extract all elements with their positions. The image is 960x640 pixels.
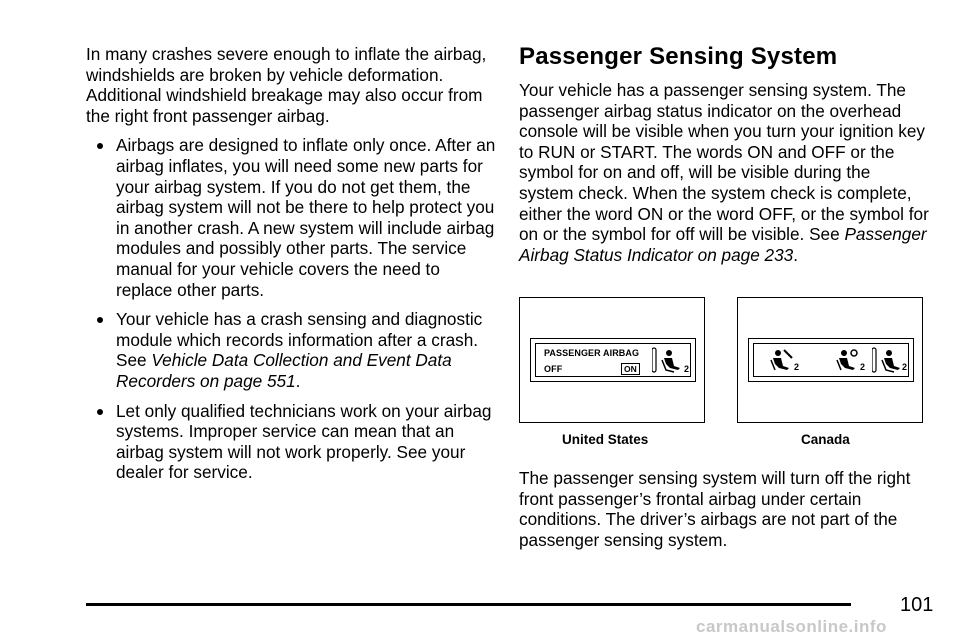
bullet-text: Airbags are designed to inflate only once. After an airbag inflates, you will need some new parts for your airbag system. If you do not get them, the airbag system will not be there to help protect you in another crash. A new system will include airbag modules and possibly other parts. The service manual for your vehicle covers the need to replace other parts. [116,135,496,300]
bullet-dot-icon [97,143,103,149]
page-number: 101 [900,594,934,616]
seat-number: 2 [794,362,800,372]
bullet-item [86,401,496,483]
cross-reference-link[interactable]: Vehicle Data Collection and Event Data Recorders on page 551 [116,350,452,391]
us-indicator-panel [530,338,696,382]
passenger-sensing-paragraph: The passenger sensing system will turn off the right front passenger’s frontal airbag under certain conditions. The driver’s airbags are not part of the passenger sensing system. [519,468,911,550]
us-indicator-figure [519,297,705,423]
cross-reference-link[interactable]: Passenger Airbag Status Indicator on page 233 [519,224,927,265]
canada-figure-caption: Canada [801,432,850,447]
sensing-system-paragraph [519,80,929,265]
seat-number: 2 [684,364,690,374]
seat-number: 2 [860,362,866,372]
bullet-item [86,309,496,391]
seat-number: 2 [902,362,908,372]
right-column [519,44,929,265]
us-figure-caption: United States [562,432,649,447]
bullet-tail: . [295,370,301,391]
intro-paragraph: In many crashes severe enough to inflate the airbag, windshields are broken by vehicle deformation. Additional windshield breakage may also occur from the right front passenger airbag. [86,44,487,126]
bullet-dot-icon [97,317,103,323]
bullet-text: Your vehicle has a crash sensing and diagnostic module which records information after a crash. See [116,309,483,371]
left-column [86,44,496,483]
indicator-figures [519,297,925,449]
bullet-text: Let only qualified technicians work on your airbag systems. Improper service can mean that an airbag system will not work properly. See your dealer for service. [116,400,492,483]
on-label: ON [621,363,640,375]
canada-indicator-panel [748,338,914,382]
canada-indicator-figure [737,297,923,423]
airbag-seat-icon [872,346,904,376]
watermark: carmanualsonline.info [696,617,887,636]
airbag-on-symbol-icon [834,347,862,375]
airbag-off-symbol-icon [768,347,796,375]
off-label: OFF [544,364,563,374]
paragraph-tail: . [793,244,799,265]
bullet-dot-icon [97,409,103,415]
paragraph-text: Your vehicle has a passenger sensing system. The passenger airbag status indicator on the overhead console will be visible when you turn your ignition key to RUN or START. The words ON and OFF or the symbol for on and off, will be visible during the system check. When the system check is complete, either the word ON or the word OFF, or the symbol for on or the symbol for off will be visible. See [519,80,929,245]
bullet-item [86,135,496,300]
section-heading: Passenger Sensing System [519,43,838,70]
right-column-lower [519,468,929,550]
panel-title: PASSENGER AIRBAG [544,348,640,358]
footer-rule [86,603,851,606]
